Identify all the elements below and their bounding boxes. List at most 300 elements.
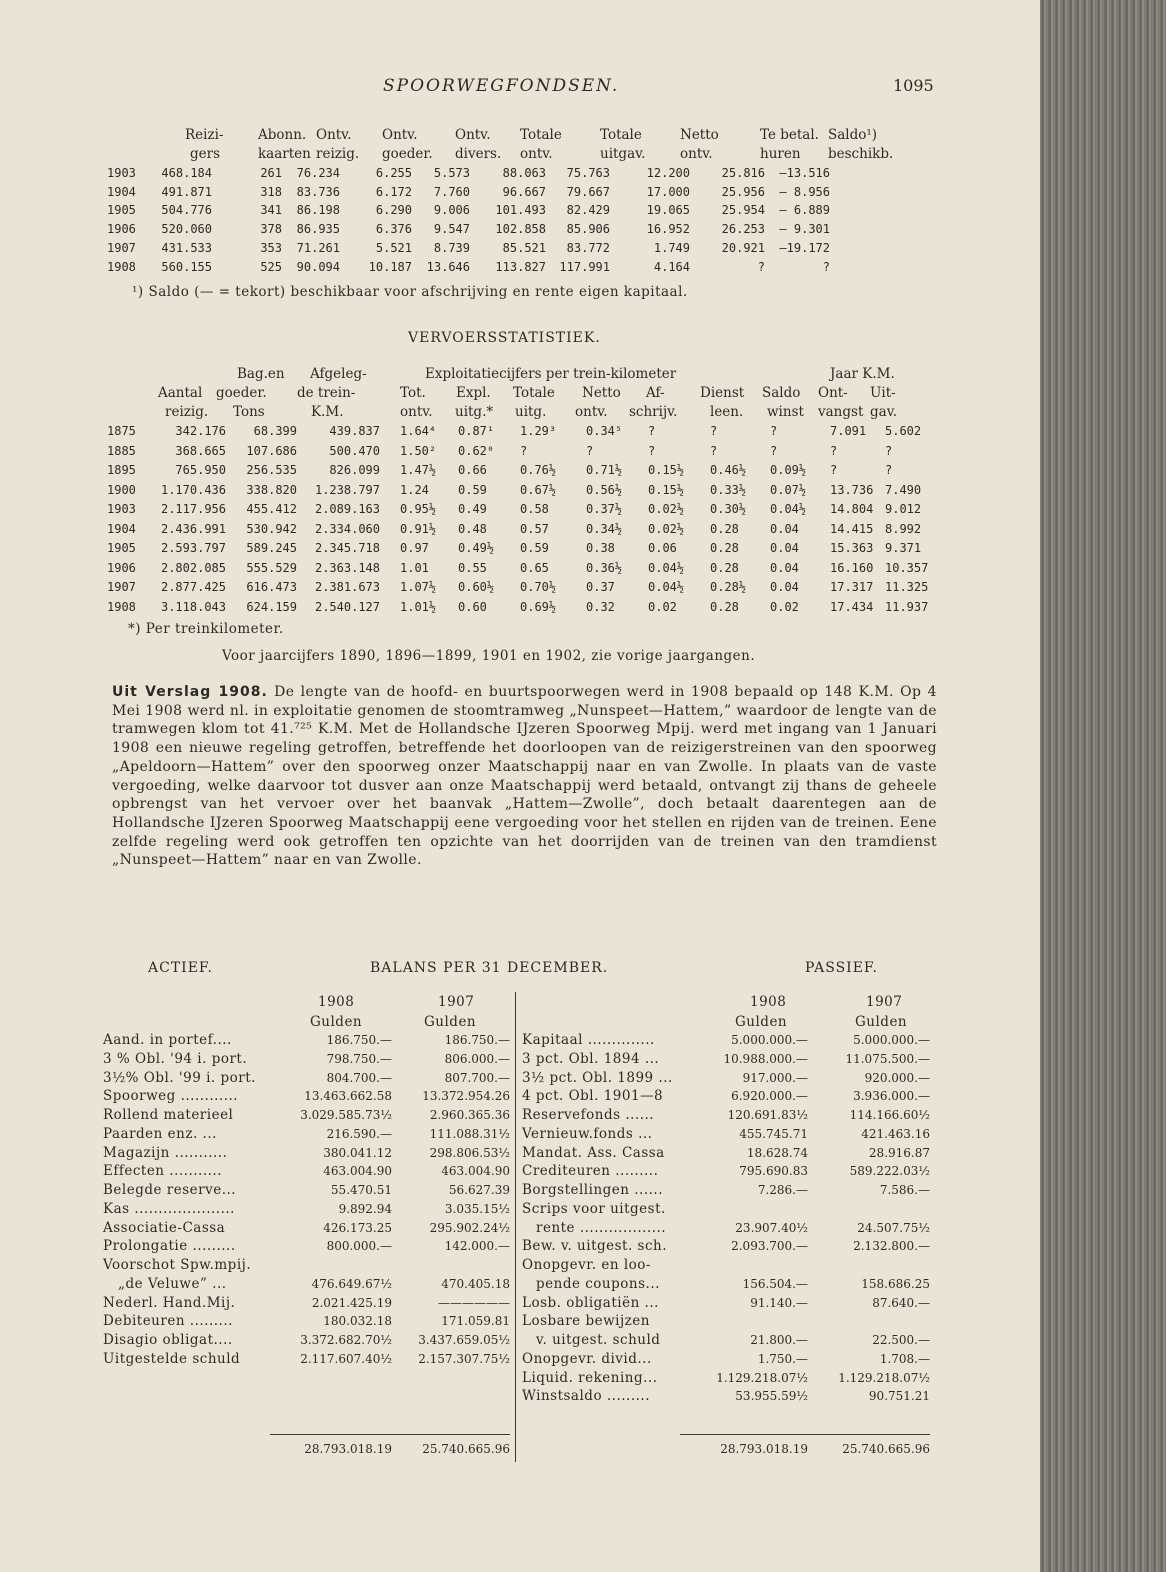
transport-value-cell: 3.118.043 [160, 599, 226, 614]
finance-value-cell: 88.063 [502, 166, 546, 180]
transport-header-cell: Af- [646, 385, 665, 401]
finance-year-cell: 1905 [107, 203, 136, 218]
report-paragraph [112, 683, 937, 870]
transport-value-cell: ? [586, 443, 594, 458]
finance-year-cell: 1906 [107, 222, 136, 237]
passief-label: Crediteuren ......... [522, 1163, 659, 1180]
transport-value-cell: 0.04 [770, 541, 799, 555]
transport-year-cell: 1875 [107, 424, 136, 438]
passief-total-rule [680, 1434, 930, 1435]
transport-value-cell: 368.665 [175, 443, 226, 458]
transport-header-cell: uitg.* [455, 404, 494, 420]
transport-value-cell: 0.34½ [586, 521, 623, 536]
actief-value-1907: 111.088.31½ [429, 1126, 510, 1141]
actief-value-1907: 56.627.39 [448, 1183, 510, 1197]
passief-value-1907: 7.586.— [879, 1183, 930, 1197]
passief-label: Liquid. rekening... [522, 1369, 658, 1386]
transport-value-cell: 2.436.991 [160, 521, 226, 536]
transport-value-cell: 15.363 [830, 541, 874, 555]
transport-value-cell: 2.877.425 [160, 580, 226, 594]
actief-value-1908: 9.892.94 [338, 1201, 392, 1216]
actief-value-1907: 2.157.307.75½ [418, 1351, 510, 1366]
finance-value-cell: 378 [260, 222, 282, 237]
actief-label: Effecten ........... [103, 1163, 223, 1180]
passief-value-1907: 1.129.218.07½ [838, 1370, 930, 1385]
passief-value-1907: 22.500.— [872, 1333, 930, 1347]
actief-total-1908: 28.793.018.19 [304, 1442, 392, 1456]
transport-value-cell: 342.176 [175, 424, 226, 438]
transport-value-cell: 9.012 [885, 502, 922, 516]
transport-value-cell: ? [770, 443, 778, 458]
finance-header-cell: ontv. [520, 146, 553, 162]
passief-value-1907: 2.132.800.— [853, 1239, 930, 1254]
transport-value-cell: 2.117.956 [160, 502, 226, 516]
transport-value-cell: 0.28½ [710, 580, 747, 594]
transport-header-cell: Aantal [158, 385, 203, 401]
finance-value-cell: 85.906 [566, 222, 610, 237]
passief-label: Kapitaal .............. [522, 1032, 655, 1048]
finance-header-cell: Saldo¹) [828, 127, 878, 143]
actief-label: 3 % Obl. '94 i. port. [103, 1050, 248, 1067]
transport-header-cell: uitg. [515, 404, 547, 420]
transport-value-cell: 0.02½ [648, 521, 685, 536]
transport-value-cell: 1.64⁴ [400, 424, 437, 438]
actief-value-1907: 298.806.53½ [429, 1145, 510, 1160]
actief-value-1908: 476.649.67½ [311, 1276, 392, 1291]
finance-value-cell: 7.760 [433, 184, 470, 199]
actief-value-1907: 142.000.— [444, 1239, 510, 1254]
actief-total-1907: 25.740.665.96 [422, 1442, 510, 1456]
finance-value-cell: 6.172 [375, 184, 412, 199]
transport-value-cell: 0.57 [520, 521, 549, 536]
actief-value-1907: 186.750.— [444, 1033, 510, 1047]
passief-value-1907: 421.463.16 [861, 1126, 930, 1141]
transport-value-cell: 0.28 [710, 541, 739, 555]
passief-value-1907: 28.916.87 [868, 1145, 930, 1160]
transport-value-cell: 0.02 [648, 599, 677, 614]
transport-header-cell: Tons [233, 404, 265, 420]
finance-value-cell: 76.234 [296, 166, 340, 180]
passief-label: pende coupons... [536, 1275, 660, 1292]
transport-header-cell: leen. [710, 404, 744, 420]
finance-value-cell: 12.200 [646, 166, 690, 180]
actief-value-1907: 3.035.15½ [444, 1201, 510, 1216]
actief-value-1907: 3.437.659.05½ [418, 1333, 510, 1347]
transport-value-cell: ? [770, 424, 778, 438]
transport-value-cell: 2.345.718 [314, 541, 380, 555]
passief-value-1907: 920.000.— [864, 1070, 930, 1085]
transport-value-cell: 0.49 [458, 502, 487, 516]
transport-year-cell: 1903 [107, 502, 136, 516]
transport-value-cell: 0.36½ [586, 560, 623, 575]
transport-value-cell: 14.415 [830, 521, 874, 536]
finance-value-cell: 25.816 [721, 166, 765, 180]
finance-header-cell: Abonn. [258, 127, 307, 143]
actief-label: „de Veluwe” ... [118, 1275, 227, 1292]
transport-value-cell: 1.29³ [520, 424, 557, 438]
transport-value-cell: 0.37½ [586, 502, 623, 516]
actief-value-1908: 216.590.— [326, 1126, 392, 1141]
passief-label: rente .................. [536, 1219, 667, 1236]
passief-label: Reservefonds ...... [522, 1107, 655, 1123]
transport-value-cell: 624.159 [246, 599, 297, 614]
finance-value-cell: 113.827 [495, 259, 546, 274]
passief-title: PASSIEF. [805, 960, 878, 976]
finance-value-cell: 86.935 [296, 222, 340, 237]
actief-value-1908: 3.372.682.70½ [300, 1333, 392, 1347]
finance-value-cell: —13.516 [779, 166, 830, 180]
actief-value-1908: 180.032.18 [323, 1314, 392, 1329]
transport-header-cell: gav. [870, 404, 898, 420]
finance-value-cell: 261 [260, 166, 282, 180]
finance-value-cell: — 8.956 [779, 184, 830, 199]
actief-value-1907: 470.405.18 [441, 1276, 510, 1291]
finance-header-cell: beschikb. [828, 146, 894, 162]
finance-value-cell: 102.858 [495, 222, 546, 237]
transport-year-cell: 1895 [107, 463, 136, 477]
finance-value-cell: 86.198 [296, 203, 340, 218]
finance-value-cell: 71.261 [296, 240, 340, 255]
finance-value-cell: 504.776 [161, 203, 212, 218]
passief-value-1907: 87.640.— [872, 1295, 930, 1310]
finance-value-cell: 83.736 [296, 184, 340, 199]
finance-value-cell: 318 [260, 184, 282, 199]
transport-value-cell: 0.65 [520, 560, 549, 575]
actief-value-1908: 426.173.25 [323, 1220, 392, 1235]
actief-label: Belegde reserve... [103, 1182, 237, 1198]
actief-unit-1907: Gulden [424, 1014, 477, 1030]
transport-value-cell: 0.06 [648, 541, 677, 555]
finance-value-cell: 13.646 [426, 259, 470, 274]
finance-value-cell: 520.060 [161, 222, 212, 237]
transport-value-cell: 0.02 [770, 599, 799, 614]
transport-value-cell: 68.399 [253, 424, 297, 438]
finance-value-cell: 83.772 [566, 240, 610, 255]
transport-value-cell: 17.434 [830, 599, 874, 614]
transport-value-cell: ? [885, 443, 893, 458]
finance-value-cell: 19.065 [646, 203, 690, 218]
passief-label: v. uitgest. schuld [536, 1332, 661, 1348]
passief-value-1908: 21.800.— [750, 1333, 808, 1347]
transport-value-cell: 0.04 [770, 560, 799, 575]
finance-header-cell: Totale [520, 127, 562, 143]
actief-label: Disagio obligat.... [103, 1332, 233, 1348]
transport-value-cell: 5.602 [885, 424, 922, 438]
transport-header-cell: Dienst [700, 385, 745, 401]
transport-value-cell: 2.593.797 [160, 541, 226, 555]
transport-value-cell: 11.325 [885, 580, 929, 594]
finance-value-cell: 468.184 [161, 166, 212, 180]
finance-header-cell: Ontv. [455, 127, 491, 143]
passief-value-1908: 18.628.74 [746, 1145, 808, 1160]
transport-value-cell: ? [648, 424, 656, 438]
finance-year-cell: 1907 [107, 240, 136, 255]
actief-label: Prolongatie ......... [103, 1238, 236, 1255]
passief-value-1907: 589.222.03½ [849, 1164, 930, 1179]
actief-value-1908: 800.000.— [326, 1239, 392, 1254]
finance-value-cell: 117.991 [559, 259, 610, 274]
passief-label: Scrips voor uitgest. [522, 1200, 666, 1217]
transport-header-cell: ontv. [575, 404, 608, 420]
transport-value-cell: 11.937 [885, 599, 929, 614]
transport-value-cell: 0.34⁵ [586, 424, 623, 438]
actief-value-1908: 13.463.662.58 [304, 1089, 392, 1104]
transport-value-cell: 0.04½ [770, 502, 807, 516]
finance-value-cell: 8.739 [433, 240, 470, 255]
passief-label: 3 pct. Obl. 1894 ... [522, 1050, 660, 1067]
transport-value-cell: 256.535 [246, 463, 297, 477]
passief-label: 4 pct. Obl. 1901—8 [522, 1088, 664, 1105]
actief-value-1907: 807.700.— [444, 1070, 510, 1085]
actief-label: Voorschot Spw.mpij. [103, 1257, 252, 1273]
actief-value-1908: 55.470.51 [330, 1183, 392, 1197]
transport-header-cell: Jaar K.M. [830, 366, 895, 382]
passief-label: Vernieuw.fonds ... [522, 1125, 653, 1142]
finance-value-cell: — 9.301 [779, 222, 830, 237]
transport-value-cell: 1.238.797 [314, 482, 380, 497]
transport-year-cell: 1905 [107, 541, 136, 555]
actief-value-1908: 798.750.— [326, 1051, 392, 1066]
transport-value-cell: 1.07½ [400, 580, 437, 594]
actief-value-1907: 2.960.365.36 [429, 1108, 510, 1122]
transport-value-cell: 0.59 [520, 541, 549, 555]
finance-value-cell: 101.493 [495, 203, 546, 218]
transport-header-cell: Ont- [818, 385, 848, 401]
page-number: 1095 [893, 76, 934, 95]
transport-value-cell: 0.09½ [770, 463, 807, 477]
finance-value-cell: 17.000 [646, 184, 690, 199]
passief-year-1907: 1907 [866, 994, 903, 1010]
passief-value-1907: 11.075.500.— [845, 1051, 930, 1066]
passief-value-1907: 3.936.000.— [853, 1089, 930, 1104]
finance-value-cell: — 6.889 [779, 203, 830, 218]
finance-value-cell: 6.290 [375, 203, 412, 218]
report-heading: Uit Verslag 1908. [112, 684, 268, 700]
actief-label: Associatie-Cassa [103, 1219, 226, 1236]
transport-header-cell: vangst [818, 404, 864, 420]
transport-value-cell: 0.56½ [586, 482, 623, 497]
transport-value-cell: 500.470 [329, 443, 380, 458]
passief-unit-1908: Gulden [735, 1014, 788, 1030]
transport-value-cell: 17.317 [830, 580, 874, 594]
transport-value-cell: 0.38 [586, 541, 615, 555]
transport-value-cell: 826.099 [329, 463, 380, 477]
finance-value-cell: 5.521 [375, 240, 412, 255]
actief-value-1908: 804.700.— [326, 1070, 392, 1085]
transport-value-cell: 7.091 [830, 424, 867, 438]
passief-value-1908: 1.129.218.07½ [716, 1370, 808, 1385]
finance-header-cell: ontv. [680, 146, 713, 162]
passief-value-1908: 455.745.71 [739, 1126, 808, 1141]
finance-value-cell: 5.573 [433, 166, 470, 180]
transport-value-cell: 555.529 [246, 560, 297, 575]
transport-header-cell: Expl. [456, 385, 491, 401]
transport-note: Voor jaarcijfers 1890, 1896—1899, 1901 en 1902, zie vorige jaargangen. [222, 648, 756, 664]
finance-header-cell: goeder. [382, 146, 433, 162]
transport-value-cell: 1.01½ [400, 599, 437, 614]
actief-label: Spoorweg ............ [103, 1088, 239, 1105]
transport-value-cell: ? [520, 443, 528, 458]
transport-header-cell: Afgeleg- [310, 366, 367, 382]
actief-value-1908: 463.004.90 [323, 1164, 392, 1179]
finance-value-cell: 82.429 [566, 203, 610, 218]
transport-value-cell: 16.160 [830, 560, 874, 575]
transport-value-cell: 1.01 [400, 560, 429, 575]
finance-header-cell: uitgav. [600, 146, 646, 162]
transport-value-cell: 9.371 [885, 541, 922, 555]
transport-header-cell: K.M. [311, 404, 344, 420]
passief-value-1907: 114.166.60½ [849, 1108, 930, 1122]
transport-value-cell: 0.33½ [710, 482, 747, 497]
transport-value-cell: ? [648, 443, 656, 458]
finance-value-cell: 79.667 [566, 184, 610, 199]
actief-value-1907: 295.902.24½ [429, 1220, 510, 1235]
actief-value-1907: 171.059.81 [441, 1314, 510, 1329]
passief-value-1908: 795.690.83 [739, 1164, 808, 1179]
actief-value-1907: —————— [438, 1295, 510, 1310]
transport-value-cell: 0.91½ [400, 521, 437, 536]
actief-label: Debiteuren ......... [103, 1313, 233, 1330]
transport-year-cell: 1908 [107, 599, 136, 614]
transport-value-cell: 2.802.085 [160, 560, 226, 575]
book-page-edges [1040, 0, 1166, 1572]
actief-label: Paarden enz. ... [103, 1125, 217, 1142]
actief-value-1907: 806.000.— [444, 1051, 510, 1066]
transport-value-cell: 0.28 [710, 521, 739, 536]
finance-value-cell: 9.006 [433, 203, 470, 218]
finance-header-cell: Netto [680, 127, 719, 143]
transport-value-cell: 0.97 [400, 541, 429, 555]
transport-value-cell: 0.60 [458, 599, 487, 614]
actief-value-1908: 380.041.12 [323, 1145, 392, 1160]
transport-value-cell: 10.357 [885, 560, 929, 575]
transport-value-cell: 0.07½ [770, 482, 807, 497]
passief-value-1907: 1.708.— [879, 1351, 930, 1366]
transport-value-cell: 0.67½ [520, 482, 557, 497]
transport-value-cell: 0.30½ [710, 502, 747, 516]
transport-value-cell: 589.245 [246, 541, 297, 555]
transport-value-cell: 2.334.060 [314, 521, 380, 536]
finance-value-cell: 75.763 [566, 166, 610, 180]
actief-value-1908: 2.021.425.19 [311, 1295, 392, 1310]
transport-value-cell: 2.089.163 [314, 502, 380, 516]
transport-value-cell: 0.70½ [520, 580, 557, 594]
transport-value-cell: 0.04 [770, 521, 799, 536]
finance-value-cell: 6.376 [375, 222, 412, 237]
finance-header-cell: Totale [600, 127, 642, 143]
transport-value-cell: 765.950 [175, 463, 226, 477]
transport-header-cell: Saldo [762, 385, 801, 401]
transport-year-cell: 1900 [107, 482, 136, 497]
transport-value-cell: 2.381.673 [314, 580, 380, 594]
transport-value-cell: 0.15½ [648, 463, 685, 477]
transport-value-cell: 0.04½ [648, 580, 685, 594]
transport-value-cell: 2.540.127 [314, 599, 380, 614]
finance-value-cell: 1.749 [653, 240, 690, 255]
transport-year-cell: 1907 [107, 580, 136, 594]
transport-value-cell: ? [830, 443, 838, 458]
passief-label: Losbare bewijzen [522, 1313, 650, 1330]
actief-title: ACTIEF. [148, 960, 213, 976]
passief-value-1907: 158.686.25 [861, 1276, 930, 1291]
actief-unit-1908: Gulden [310, 1014, 363, 1030]
passief-total-1907: 25.740.665.96 [842, 1442, 930, 1456]
transport-value-cell: 0.02½ [648, 502, 685, 516]
finance-header-cell: Ontv. [316, 127, 352, 143]
transport-value-cell: 0.37 [586, 580, 615, 594]
transport-value-cell: 0.76½ [520, 463, 557, 477]
transport-value-cell: ? [885, 463, 893, 477]
transport-title: VERVOERSSTATISTIEK. [408, 330, 601, 346]
passief-value-1908: 23.907.40½ [735, 1220, 808, 1235]
passief-label: Winstsaldo ......... [522, 1388, 650, 1405]
transport-value-cell: 0.49½ [458, 541, 495, 555]
passief-year-1908: 1908 [750, 994, 787, 1010]
finance-value-cell: 85.521 [502, 240, 546, 255]
actief-label: Nederl. Hand.Mij. [103, 1294, 236, 1311]
passief-label: Borgstellingen ...... [522, 1182, 663, 1198]
actief-label: Uitgestelde schuld [103, 1350, 241, 1367]
passief-value-1907: 5.000.000.— [853, 1033, 930, 1047]
passief-value-1908: 7.286.— [757, 1183, 808, 1197]
transport-year-cell: 1885 [107, 443, 136, 458]
transport-header-cell: Uit- [870, 385, 896, 401]
transport-value-cell: 0.60½ [458, 580, 495, 594]
transport-value-cell: 0.48 [458, 521, 487, 536]
transport-value-cell: 0.62⁰ [458, 443, 495, 458]
transport-value-cell: 0.28 [710, 599, 739, 614]
passief-label: Onopgevr. en loo- [522, 1257, 651, 1273]
transport-value-cell: 0.58 [520, 502, 549, 516]
transport-value-cell: ? [710, 443, 718, 458]
transport-value-cell: 338.820 [246, 482, 297, 497]
finance-header-cell: huren [760, 146, 801, 162]
finance-year-cell: 1903 [107, 166, 136, 180]
transport-value-cell: 0.71½ [586, 463, 623, 477]
transport-value-cell: 1.47½ [400, 463, 437, 477]
finance-value-cell: 431.533 [161, 240, 212, 255]
passief-value-1908: 91.140.— [750, 1295, 808, 1310]
transport-header-cell: winst [767, 404, 804, 420]
finance-year-cell: 1908 [107, 259, 136, 274]
finance-header-cell: Reizi- [185, 127, 224, 143]
transport-value-cell: 1.170.436 [160, 482, 226, 497]
passief-unit-1907: Gulden [855, 1014, 908, 1030]
transport-value-cell: 1.24 [400, 482, 429, 497]
finance-value-cell: 6.255 [375, 166, 412, 180]
passief-label: Mandat. Ass. Cassa [522, 1144, 665, 1161]
transport-header-cell: Totale [513, 385, 555, 401]
transport-value-cell: 0.55 [458, 560, 487, 575]
finance-header-cell: divers. [455, 146, 502, 162]
finance-value-cell: 341 [260, 203, 282, 218]
finance-value-cell: 25.954 [721, 203, 765, 218]
passief-label: Bew. v. uitgest. sch. [522, 1238, 668, 1255]
transport-value-cell: 0.04½ [648, 560, 685, 575]
passief-label: 3½ pct. Obl. 1899 ... [522, 1069, 673, 1086]
actief-label: Rollend materieel [103, 1107, 234, 1123]
transport-header-cell: Netto [582, 385, 621, 401]
balance-title: BALANS PER 31 DECEMBER. [370, 960, 609, 976]
transport-header-cell: Bag.en [237, 366, 285, 382]
transport-header-cell: Tot. [400, 385, 426, 401]
actief-value-1907: 463.004.90 [441, 1164, 510, 1179]
passief-value-1908: 917.000.— [742, 1070, 808, 1085]
passief-value-1908: 5.000.000.— [731, 1033, 808, 1047]
finance-value-cell: 9.547 [433, 222, 470, 237]
finance-value-cell: 96.667 [502, 184, 546, 199]
transport-value-cell: 530.942 [246, 521, 297, 536]
